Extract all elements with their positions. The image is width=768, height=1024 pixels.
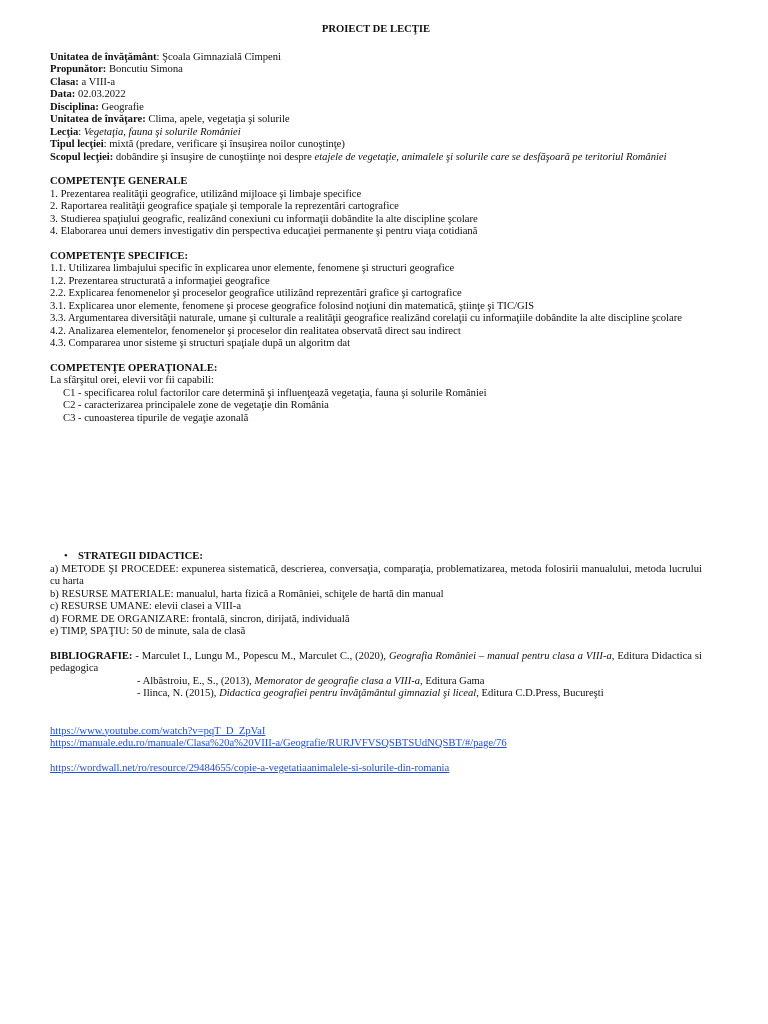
list-item: a) METODE ŞI PROCEDEE: expunerea sistematică, descrierea, conversaţia, comparaţia, problematizarea, metoda folosirii manualului, metoda lucrului cu harta <box>50 563 702 587</box>
competente-operationale-list <box>50 388 702 426</box>
info-block <box>50 52 702 165</box>
info-clasa: Clasa: a VIII-a <box>50 76 116 88</box>
list-item: 4.3. Compararea unor sisteme şi structuri spaţiale după un algoritm dat <box>50 338 351 349</box>
manuale-link[interactable]: https://manuale.edu.ro/manuale/Clasa%20a%20VIII-a/Geografie/RURJVFVSQSBTSUdNQSBT/#/page/76 <box>50 738 507 749</box>
info-unitatea: Unitatea de învăţământ: Şcoala Gimnazială Cîmpeni <box>50 51 281 63</box>
bibliografie-entry-1: BIBLIOGRAFIE: - Marculet I., Lungu M., Popescu M., Marculet C., (2020), Geografia României – manual pentru clasa a VIII-a, Editura Didactica si pedagogica <box>50 650 702 674</box>
document-title: PROIECT DE LECŢIE <box>321 24 431 35</box>
competente-generale-heading: COMPETENŢE GENERALE <box>50 176 188 187</box>
list-item: b) RESURSE MATERIALE: manualul, harta fizică a României, schiţele de hartă din manual <box>50 588 444 600</box>
competente-specifice-list <box>50 263 702 351</box>
list-item: 1.1. Utilizarea limbajului specific în explicarea unor elemente, fenomene şi structuri geografice <box>50 263 455 274</box>
spacer <box>50 701 702 726</box>
competente-operationale-intro: La sfârşitul orei, elevii vor fii capabili: <box>50 375 214 386</box>
info-unitatea-invatare: Unitatea de învăţare: Clima, apele, vegetaţia şi solurile <box>50 114 290 125</box>
competente-operationale-heading: COMPETENŢE OPERAŢIONALE: <box>50 362 218 374</box>
list-item: 3.3. Argumentarea diversităţii naturale, umane şi culturale a realităţii geografice realizând corelaţii cu informaţiile dobândite la alte discipline şcolare <box>50 313 682 324</box>
list-item: 3.1. Explicarea unor elemente, fenomene şi procese geografice folosind noţiuni din matematică, ştiinţe şi TIC/GIS <box>50 300 535 312</box>
list-item: 3. Studierea spaţiului geografic, realizând conexiuni cu informaţii dobândite la alte discipline şcolare <box>50 213 478 225</box>
lesson-plan-document <box>50 24 702 775</box>
list-item: 2.2. Explicarea fenomenelor şi proceselor geografice utilizând reprezentări grafice şi cartografice <box>50 288 462 299</box>
bullet-icon: • <box>64 551 68 562</box>
list-item: e) TIMP, SPAŢIU: 50 de minute, sala de clasă <box>50 626 246 637</box>
info-propunator: Propunător: Boncutiu Simona <box>50 64 183 75</box>
strategii-heading: • STRATEGII DIDACTICE: <box>64 551 203 562</box>
list-item: 4. Elaborarea unui demers investigativ din perspectiva educaţiei permanente şi pentru viaţa cotidiană <box>50 226 478 237</box>
list-item: 2. Raportarea realităţii geografice spaţiale şi temporale la reprezentări cartografice <box>50 201 399 212</box>
info-lectia: Lecţia: Vegetaţia, fauna şi solurile României <box>50 126 241 138</box>
info-tipul: Tipul lecţiei: mixtă (predare, verificare şi însuşirea noilor cunoştinţe) <box>50 139 345 150</box>
youtube-link[interactable]: https://www.youtube.com/watch?v=pqT_D_ZpVaI <box>50 725 266 737</box>
spacer <box>50 751 702 763</box>
competente-generale-list <box>50 189 702 239</box>
info-data: Data: 02.03.2022 <box>50 89 126 100</box>
strategii-list <box>50 564 702 639</box>
list-item: 4.2. Analizarea elementelor, fenomenelor şi proceselor din realitatea observată direct sau indirect <box>50 325 461 337</box>
bibliografie-entry-2: - Albăstroiu, E., S., (2013), Memorator de geografie clasa a VIII-a, Editura Gama <box>137 675 485 687</box>
bibliografie-entry-3: - Ilinca, N. (2015), Didactica geografiei pentru învăţământul gimnazial şi liceal, Editura C.D.Press, Bucureşti <box>137 688 604 699</box>
list-item: C1 - specificarea rolul factorilor care determină şi influenţează vegetaţia, fauna şi solurile României <box>63 387 487 399</box>
list-item: C3 - cunoasterea tipurile de vegaţie azonală <box>63 412 249 424</box>
info-scopul: Scopul lecţiei: dobândire şi însuşire de cunoştiinţe noi despre etajele de vegetaţie, animalele şi solurile care se desfăşoară pe teritoriul României <box>50 151 667 163</box>
list-item: d) FORME DE ORGANIZARE: frontală, sincron, dirijată, individuală <box>50 613 350 625</box>
wordwall-link[interactable]: https://wordwall.net/ro/resource/29484655/copie-a-vegetatiaanimalele-si-solurile-din-romania <box>50 762 450 774</box>
info-disciplina: Disciplina: Geografie <box>50 101 144 113</box>
list-item: 1.2. Prezentarea structurată a informaţiei geografice <box>50 275 270 287</box>
list-item: c) RESURSE UMANE: elevii clasei a VIII-a <box>50 601 242 612</box>
competente-specifice-heading: COMPETENŢE SPECIFICE: <box>50 250 189 262</box>
list-item: C2 - caracterizarea principalele zone de vegetaţie din România <box>63 400 329 411</box>
bibliografie-block <box>50 651 702 701</box>
list-item: 1. Prezentarea realităţii geografice, utilizând mijloace şi limbaje specifice <box>50 188 362 200</box>
